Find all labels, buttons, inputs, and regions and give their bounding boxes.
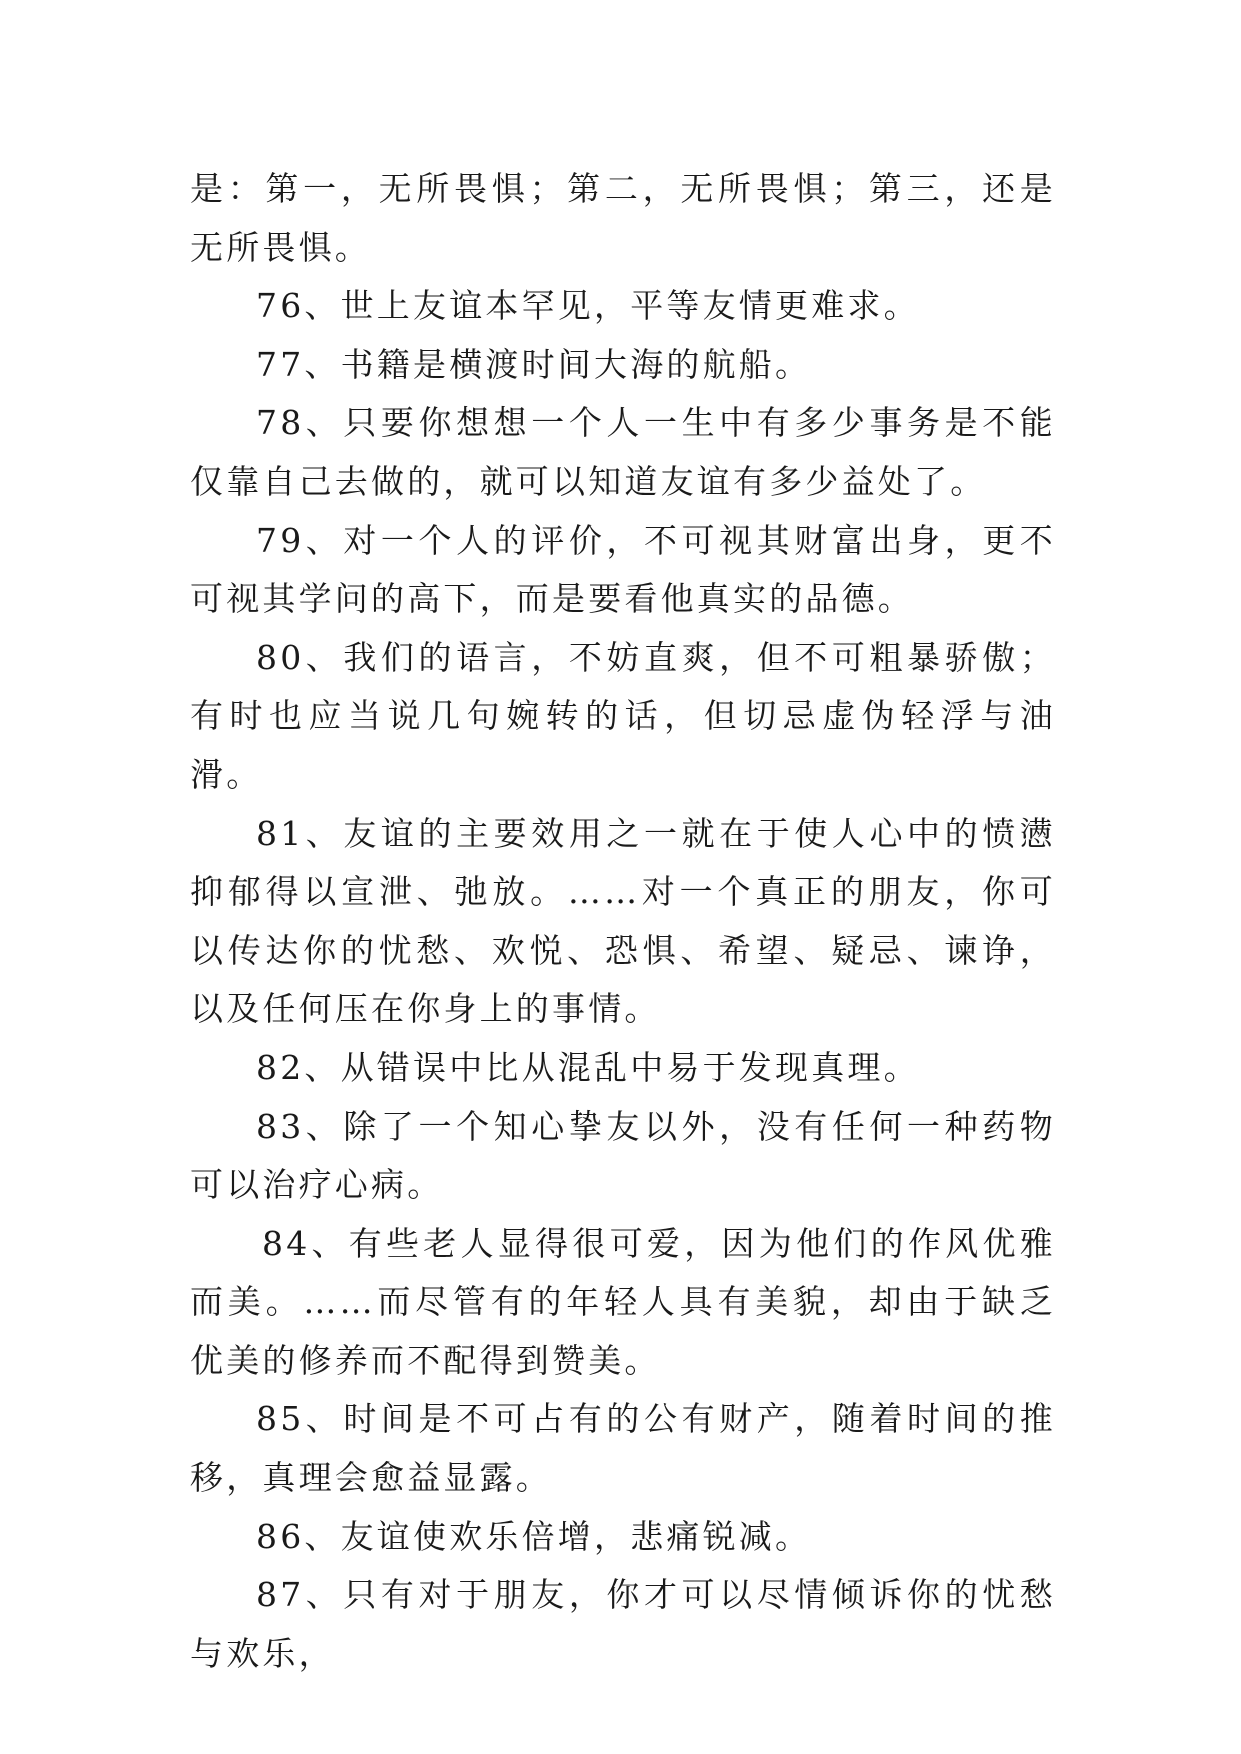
quote-82: 82、从错误中比从混乱中易于发现真理。 <box>256 1047 920 1087</box>
quote-87: 87、只有对于朋友，你才可以尽情倾诉你的忧愁与欢乐， <box>190 1575 1056 1673</box>
quote-78: 78、只要你想想一个人一生中有多少事务是不能仅靠自己去做的，就可以知道友谊有多少益处了。 <box>190 403 1056 501</box>
quote-83: 83、除了一个知心挚友以外，没有任何一种药物可以治疗心病。 <box>190 1106 1056 1205</box>
quote-85: 85、时间是不可占有的公有财产，随着时间的推移，真理会愈益显露。 <box>190 1399 1056 1498</box>
paragraph-continuation: 是：第一，无所畏惧；第二，无所畏惧；第三，还是无所畏惧。 <box>190 169 1056 267</box>
quote-80: 80、我们的语言，不妨直爽，但不可粗暴骄傲；有时也应当说几句婉转的话，但切忌虚伪轻浮与油滑。 <box>190 637 1056 794</box>
quote-77: 77、书籍是横渡时间大海的航船。 <box>256 344 812 384</box>
quote-76: 76、世上友谊本罕见，平等友情更难求。 <box>256 286 920 326</box>
quote-84: 84、有些老人显得很可爱，因为他们的作风优雅而美。……而尽管有的年轻人具有美貌，却由于缺乏优美的修养而不配得到赞美。 <box>190 1223 1056 1380</box>
document-body <box>190 160 1056 1683</box>
quote-86: 86、友谊使欢乐倍增，悲痛锐减。 <box>256 1516 812 1556</box>
quote-79: 79、对一个人的评价，不可视其财富出身，更不可视其学问的高下，而是要看他真实的品德。 <box>190 520 1056 619</box>
quote-81: 81、友谊的主要效用之一就在于使人心中的愤懑抑郁得以宣泄、弛放。……对一个真正的朋友，你可以传达你的忧愁、欢悦、恐惧、希望、疑忌、谏诤，以及任何压在你身上的事情。 <box>190 813 1056 1029</box>
